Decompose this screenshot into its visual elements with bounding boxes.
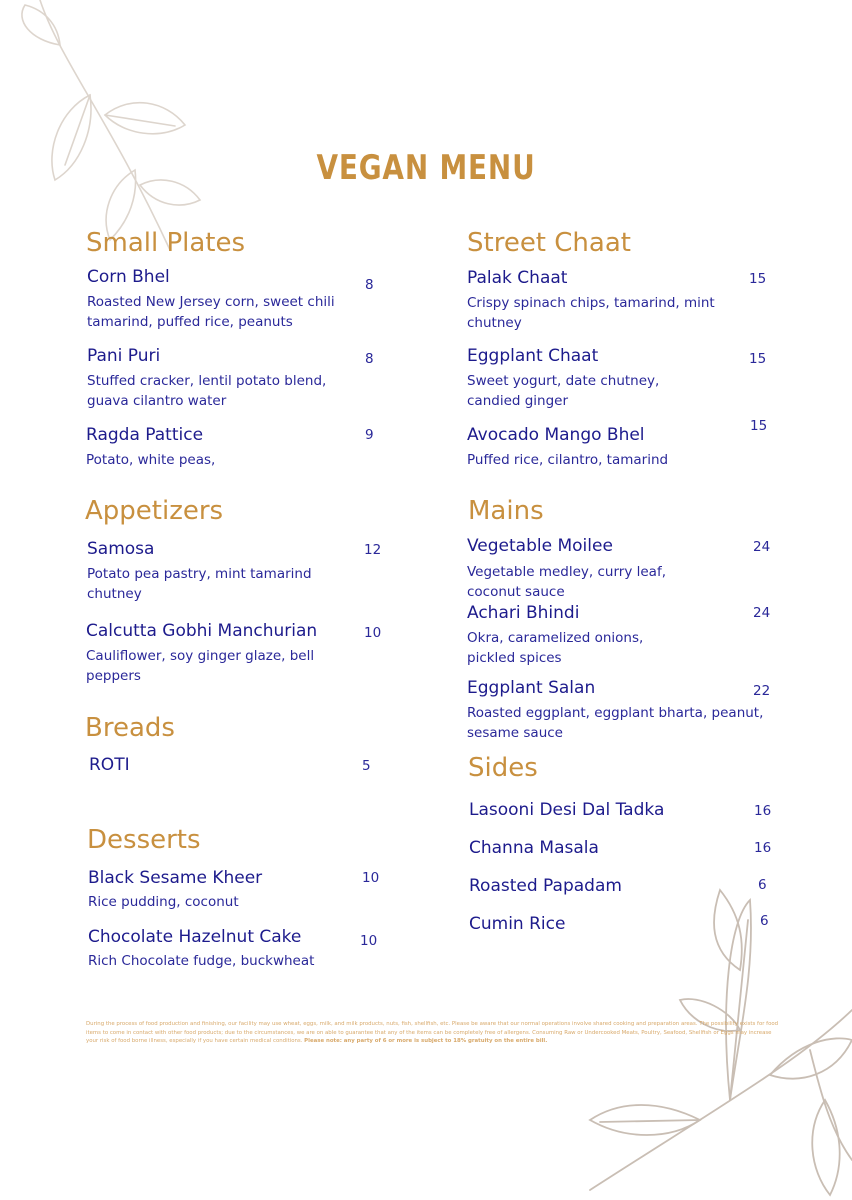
menu-item-desc: Cauliflower, soy ginger glaze, bell peppers bbox=[86, 648, 315, 684]
menu-item-name: Calcutta Gobhi Manchurian bbox=[86, 621, 318, 641]
menu-item-name: Cumin Rice bbox=[469, 914, 566, 934]
menu-item-desc: Potato pea pastry, mint tamarind chutney bbox=[87, 566, 312, 602]
menu-item-price: 12 bbox=[364, 542, 382, 558]
menu-item-price: 6 bbox=[758, 877, 767, 893]
menu-item-price: 5 bbox=[362, 758, 371, 774]
menu-item-price: 15 bbox=[749, 351, 767, 367]
menu-item-name: Roasted Papadam bbox=[469, 876, 622, 896]
menu-item-desc: Stuffed cracker, lentil potato blend, guava cilantro water bbox=[87, 373, 327, 409]
allergen-disclaimer bbox=[86, 1020, 782, 1046]
menu-item-name: Palak Chaat bbox=[467, 268, 568, 288]
menu-item-price: 15 bbox=[749, 271, 767, 287]
menu-item-name: Achari Bhindi bbox=[467, 603, 580, 623]
leaf-branch-top-left-icon bbox=[20, 0, 210, 260]
menu-item-desc: Sweet yogurt, date chutney, candied ginger bbox=[467, 373, 660, 409]
menu-item-price: 16 bbox=[754, 840, 772, 856]
menu-item-desc: Potato, white peas, bbox=[86, 452, 216, 468]
menu-item-name: ROTI bbox=[89, 755, 130, 775]
section-heading-desserts: Desserts bbox=[87, 825, 201, 855]
menu-item-name: Corn Bhel bbox=[87, 267, 170, 287]
menu-item-price: 24 bbox=[753, 605, 771, 621]
section-heading-appetizers: Appetizers bbox=[85, 496, 224, 526]
menu-item-name: Ragda Pattice bbox=[86, 425, 204, 445]
menu-item-name: Eggplant Salan bbox=[467, 678, 596, 698]
menu-item-name: Avocado Mango Bhel bbox=[467, 425, 645, 445]
section-heading-mains: Mains bbox=[468, 496, 544, 526]
menu-item-price: 15 bbox=[750, 418, 768, 434]
section-heading-street-chaat: Street Chaat bbox=[467, 228, 631, 258]
menu-item-name: Lasooni Desi Dal Tadka bbox=[469, 800, 665, 820]
menu-item-desc: Crispy spinach chips, tamarind, mint chutney bbox=[467, 295, 715, 331]
menu-item-name: Channa Masala bbox=[469, 838, 599, 858]
disclaimer-text: During the process of food production and finishing, our facility may use wheat, eggs, milk, and milk products, nuts, fish, shellfish, etc. Please be aware that our normal operations involve shared cooking and preparation areas. The possibility exists for food items to come in contact with other food products; due to the circumstances, we are on able to guarantee that any of the items can be completely free of allergens. Consuming Raw or Undercooked Meats, Poultry, Seafood, Shellfish or Eggs may increase your risk of food borne illness, especially if you have certain medical conditions. bbox=[86, 1021, 779, 1045]
page-title: VEGAN MENU bbox=[316, 148, 536, 188]
menu-item-price: 10 bbox=[360, 933, 378, 949]
section-heading-sides: Sides bbox=[468, 753, 538, 783]
section-heading-small-plates: Small Plates bbox=[86, 228, 246, 258]
menu-item-price: 16 bbox=[754, 803, 772, 819]
gratuity-note: Please note: any party of 6 or more is subject to 18% gratuity on the entire bill. bbox=[304, 1038, 548, 1045]
menu-item-price: 10 bbox=[364, 625, 382, 641]
menu-item-desc: Okra, caramelized onions, pickled spices bbox=[467, 630, 644, 666]
menu-item-price: 8 bbox=[365, 277, 374, 293]
menu-item-name: Black Sesame Kheer bbox=[88, 868, 263, 888]
menu-item-desc: Rice pudding, coconut bbox=[88, 894, 239, 910]
menu-item-price: 9 bbox=[365, 427, 374, 443]
menu-item-name: Eggplant Chaat bbox=[467, 346, 599, 366]
menu-item-price: 10 bbox=[362, 870, 380, 886]
menu-item-name: Pani Puri bbox=[87, 346, 161, 366]
menu-item-price: 8 bbox=[365, 351, 374, 367]
menu-item-desc: Roasted eggplant, eggplant bharta, peanut, sesame sauce bbox=[467, 705, 764, 741]
menu-item-name: Vegetable Moilee bbox=[467, 536, 613, 556]
menu-item-price: 6 bbox=[760, 913, 769, 929]
section-heading-breads: Breads bbox=[85, 713, 175, 743]
menu-item-desc: Rich Chocolate fudge, buckwheat bbox=[88, 953, 315, 969]
menu-item-name: Samosa bbox=[87, 539, 155, 559]
menu-item-name: Chocolate Hazelnut Cake bbox=[88, 927, 302, 947]
menu-item-desc: Vegetable medley, curry leaf, coconut sauce bbox=[467, 564, 666, 600]
menu-item-price: 24 bbox=[753, 539, 771, 555]
menu-item-desc: Puffed rice, cilantro, tamarind bbox=[467, 452, 669, 468]
menu-item-desc: Roasted New Jersey corn, sweet chili tamarind, puffed rice, peanuts bbox=[87, 294, 335, 330]
menu-item-price: 22 bbox=[753, 683, 771, 699]
